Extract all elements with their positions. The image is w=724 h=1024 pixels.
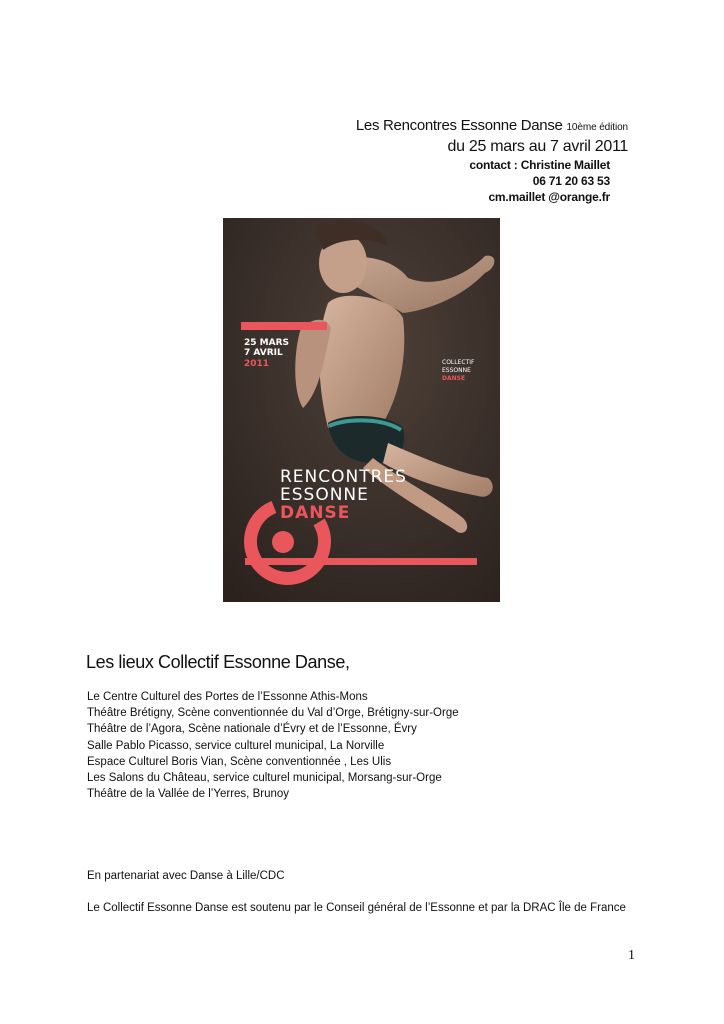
- venue-item: Espace Culturel Boris Vian, Scène conventionnée , Les Ulis: [87, 755, 392, 768]
- poster-title-line3: DANSE: [280, 503, 351, 523]
- venues-heading: Les lieux Collectif Essonne Danse,: [86, 652, 350, 672]
- contact-email: cm.maillet @orange.fr: [488, 190, 610, 204]
- partnership-text: En partenariat avec Danse à Lille/CDC: [87, 870, 285, 882]
- poster-artwork: [223, 218, 500, 602]
- event-dates: du 25 mars au 7 avril 2011: [447, 138, 628, 155]
- venue-item: Salle Pablo Picasso, service culturel municipal, La Norville: [87, 739, 385, 752]
- poster-collectif-line1: COLLECTIF: [442, 359, 475, 366]
- venue-item: Théâtre de la Vallée de l’Yerres, Brunoy: [87, 788, 290, 801]
- event-title: Les Rencontres Essonne Danse: [355, 117, 563, 134]
- poster-date-start: 25 MARS: [244, 338, 289, 348]
- poster-date-end: 7 AVRIL: [244, 348, 283, 358]
- poster-title-line1: RENCONTRES: [280, 467, 407, 487]
- venue-item: Les Salons du Château, service culturel municipal, Morsang-sur-Orge: [87, 772, 442, 785]
- poster-stripe-top: [241, 322, 327, 330]
- poster-collectif-line3: DANSE: [442, 375, 466, 382]
- contact-phone: 06 71 20 63 53: [532, 174, 610, 188]
- support-text: Le Collectif Essonne Danse est soutenu par le Conseil général de l’Essonne et par la DRAC Île de France: [87, 902, 626, 914]
- poster-collectif-line2: ESSONNE: [442, 367, 471, 374]
- venue-item: Théâtre de l’Agora, Scène nationale d’Évry et de l’Essonne, Évry: [87, 723, 417, 736]
- poster-stripe-bottom: [245, 558, 477, 565]
- poster-title-line2: ESSONNE: [280, 485, 369, 505]
- venue-item: Théâtre Brétigny, Scène conventionnée du Val d’Orge, Brétigny-sur-Orge: [87, 707, 459, 720]
- contact-name: contact : Christine Maillet: [469, 158, 610, 172]
- event-title-line: [356, 116, 628, 137]
- event-poster: [223, 218, 500, 602]
- page-number: 1: [628, 948, 635, 963]
- event-header: [356, 116, 628, 205]
- edition-label: 10ème édition: [566, 122, 628, 133]
- venue-item: Le Centre Culturel des Portes de l’Essonne Athis-Mons: [87, 691, 368, 703]
- poster-year: 2011: [244, 359, 270, 369]
- venue-list: [87, 689, 459, 802]
